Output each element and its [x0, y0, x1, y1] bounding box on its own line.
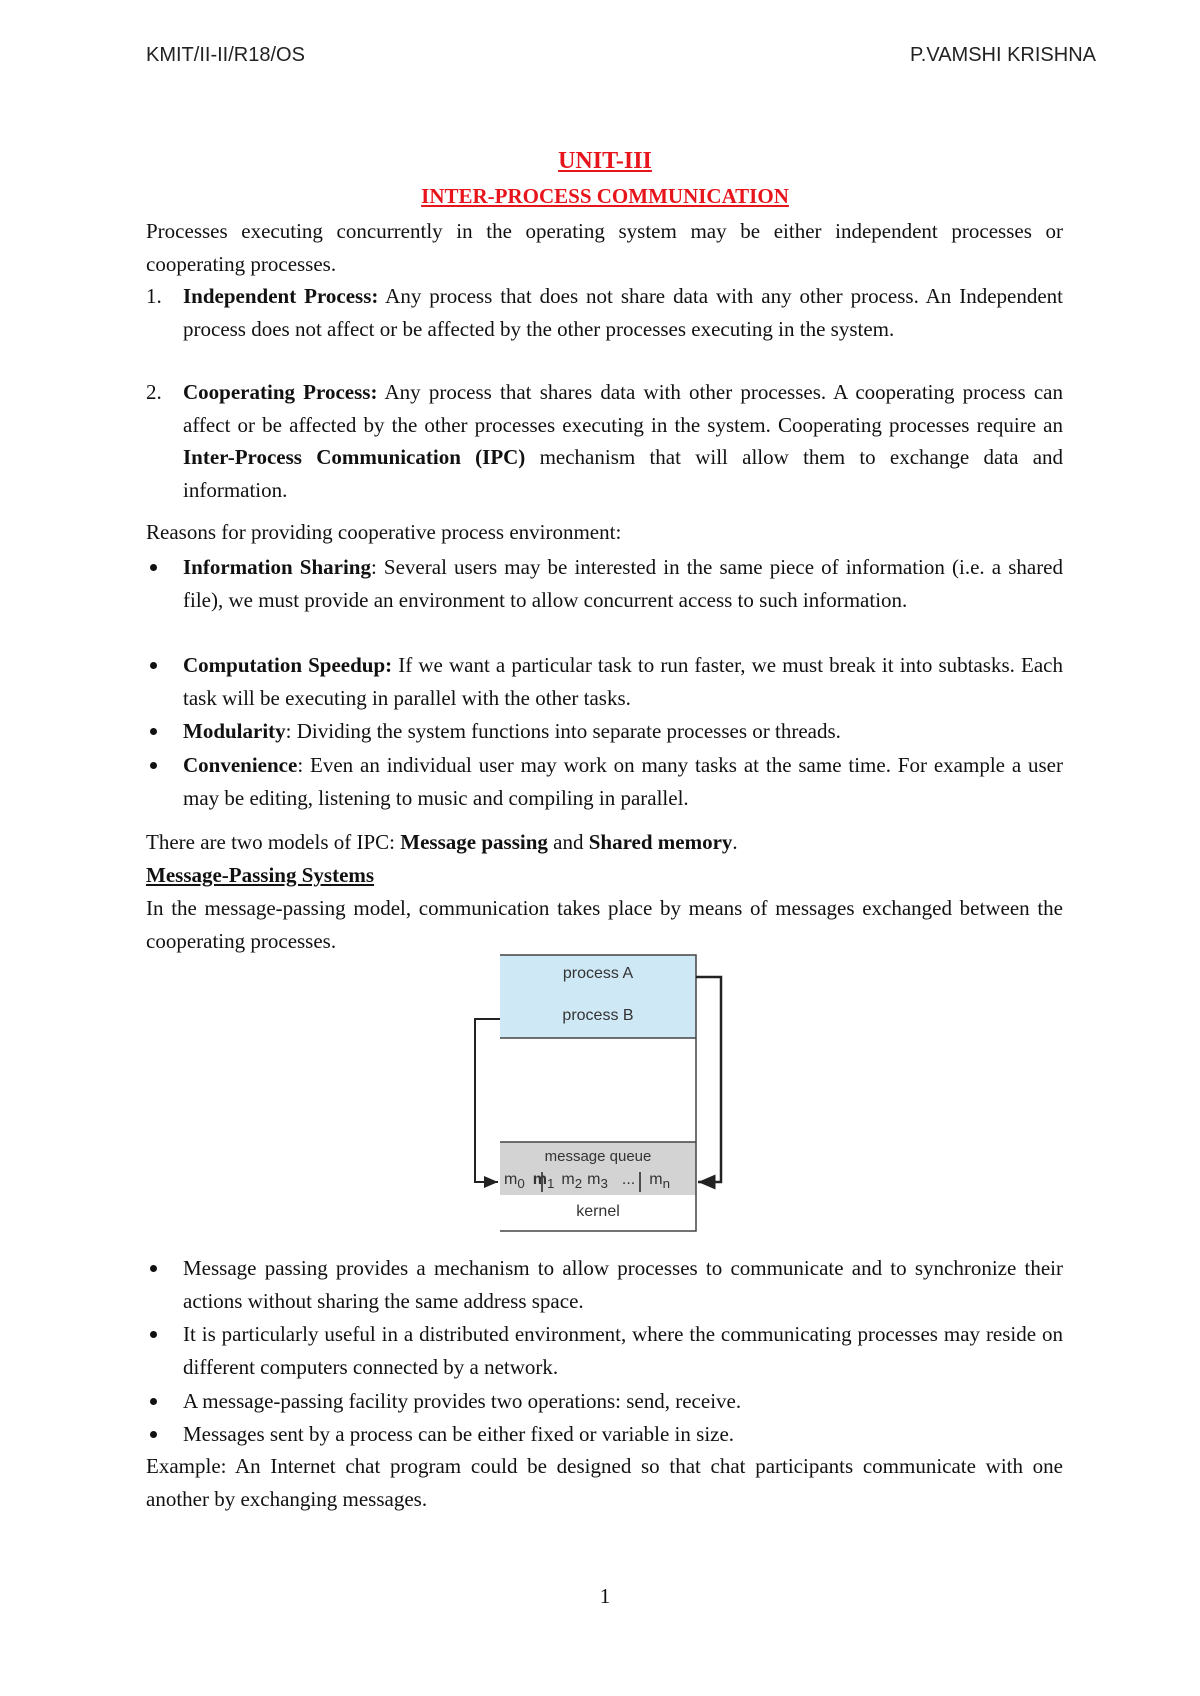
subscript: 0 [517, 1176, 525, 1192]
mps-point: It is particularly useful in a distributed environment, where the communicating processes may reside on different computers connected by a network. [183, 1322, 1063, 1379]
bullet-icon [150, 1265, 157, 1272]
definition: If we want a particular task to run faster, we must break it into subtasks. Each task will be executing in parallel with the other tasks. [183, 653, 1063, 710]
page-number: 1 [599, 1584, 611, 1608]
subscript: 3 [600, 1176, 608, 1192]
term: Information Sharing [183, 555, 371, 579]
intro-paragraph: Processes executing concurrently in the operating system may be either independent processes or cooperating processes. [146, 219, 1063, 276]
term: Cooperating Process: [183, 380, 378, 404]
term: Computation Speedup: [183, 653, 393, 677]
definition: : Several users may be interested in the same piece of information (i.e. a shared file), we must provide an environment to allow concurrent access to such information. [183, 555, 1064, 612]
msg-m3: m [587, 1171, 601, 1188]
bullet-icon [150, 662, 157, 669]
mps-point: A message-passing facility provides two operations: send, receive. [183, 1389, 742, 1413]
reasons-heading: Reasons for providing cooperative process environment: [146, 520, 622, 544]
list-number: 1. [146, 284, 162, 308]
section-heading: Message-Passing Systems [146, 863, 375, 887]
term: Modularity [183, 719, 286, 743]
reason-item [183, 551, 1063, 616]
subscript: n [662, 1176, 670, 1192]
kernel-label: kernel [576, 1203, 620, 1220]
bullet-icon [150, 728, 157, 735]
msg-m1: m [532, 1171, 547, 1188]
list-item-cooperating [183, 376, 1063, 506]
bullet-icon [150, 1331, 157, 1338]
term: Inter-Process Communication (IPC) [183, 445, 526, 469]
process-a-label: process A [562, 965, 634, 982]
list-item-independent [183, 280, 1063, 345]
msg-mn: m [649, 1171, 663, 1188]
term: Convenience [183, 753, 298, 777]
header-right: P.VAMSHI KRISHNA [910, 44, 1096, 66]
bullet-icon [150, 1431, 157, 1438]
topic-title: INTER-PROCESS COMMUNICATION [421, 184, 789, 208]
subscript: 2 [574, 1176, 583, 1192]
mps-intro: In the message-passing model, communication takes place by means of messages exchanged between the cooperating processes. [146, 896, 1063, 953]
message-passing-diagram [470, 950, 730, 1240]
text: . [732, 830, 738, 854]
definition: Any process that shares data with other processes. A cooperating process can affect or be affected by the other processes executing in the system. Cooperating processes require an [183, 380, 1063, 437]
definition: : Dividing the system functions into separate processes or threads. [285, 719, 841, 743]
message-queue-label: message queue [544, 1148, 652, 1165]
model-message-passing: Message passing [400, 830, 548, 854]
example-paragraph: Example: An Internet chat program could be designed so that chat participants communicate with one another by exchanging messages. [146, 1454, 1063, 1511]
list-number: 2. [146, 380, 162, 404]
msg-m0: m [504, 1171, 518, 1188]
reason-item [183, 649, 1063, 714]
text: and [547, 830, 589, 854]
ellipsis: ... [621, 1171, 636, 1188]
bullet-icon [150, 1398, 157, 1405]
term: Independent Process: [183, 284, 379, 308]
diagram-lines [470, 950, 730, 1240]
mps-point: Message passing provides a mechanism to allow processes to communicate and to synchronize their actions without sharing the same address space. [183, 1256, 1063, 1313]
subscript: 1 [546, 1176, 555, 1192]
bullet-icon [150, 564, 157, 571]
bullet-icon [150, 762, 157, 769]
process-b-label: process B [562, 1007, 634, 1024]
definition: mechanism that will allow them to exchange data and information. [183, 445, 1064, 502]
msg-m2: m [561, 1171, 575, 1188]
ipc-models [146, 826, 1063, 859]
queue-messages [504, 1171, 670, 1191]
text: There are two models of IPC: [146, 830, 401, 854]
definition: Any process that does not share data with any other process. An Independent process does not affect or be affected by the other processes executing in the system. [183, 284, 1063, 341]
unit-title: UNIT-III [558, 148, 652, 174]
header-left: KMIT/II-II/R18/OS [146, 44, 305, 66]
reason-item [183, 715, 1063, 748]
definition: : Even an individual user may work on many tasks at the same time. For example a user may be editing, listening to music and compiling in parallel. [183, 753, 1063, 810]
model-shared-memory: Shared memory [588, 830, 733, 854]
mps-point: Messages sent by a process can be either fixed or variable in size. [183, 1422, 735, 1446]
reason-item [183, 749, 1063, 814]
